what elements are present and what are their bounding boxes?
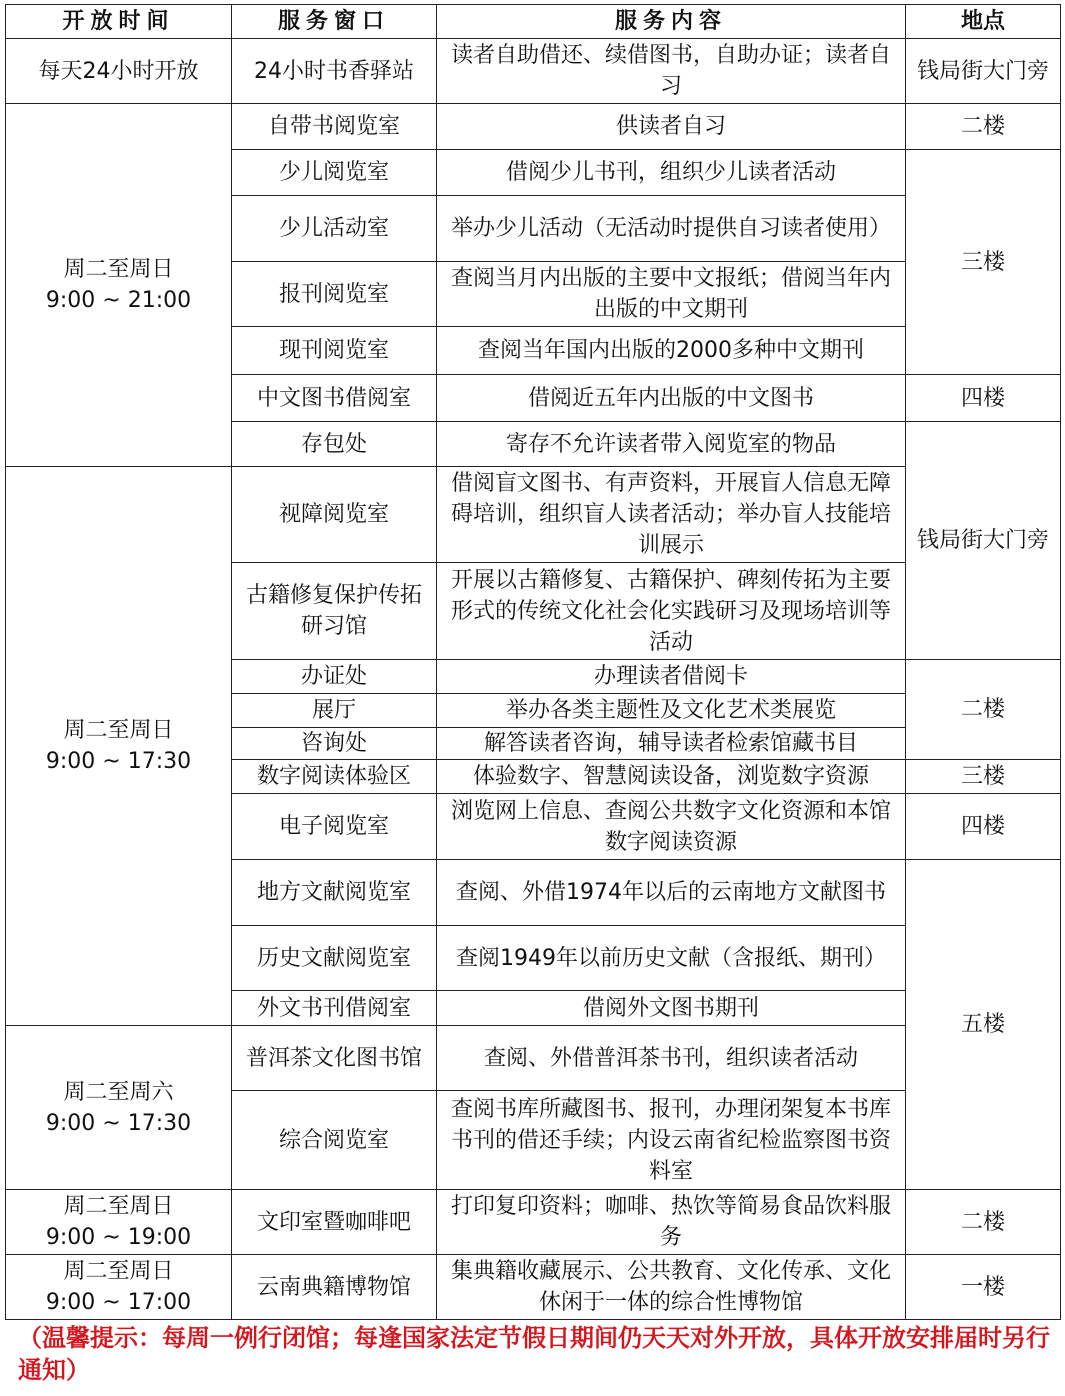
content-cell: 寄存不允许读者带入阅览室的物品 bbox=[437, 422, 906, 467]
table-row bbox=[6, 104, 1061, 150]
window-cell: 自带书阅览室 bbox=[232, 104, 437, 150]
window-cell: 展厅 bbox=[232, 694, 437, 728]
content-cell: 浏览网上信息、查阅公共数字文化资源和本馆数字阅读资源 bbox=[437, 794, 906, 860]
table-row bbox=[6, 1255, 1061, 1320]
window-cell: 办证处 bbox=[232, 660, 437, 694]
window-cell: 文印室暨咖啡吧 bbox=[232, 1190, 437, 1255]
header-window: 服务窗口 bbox=[232, 5, 437, 39]
content-cell: 体验数字、智慧阅读设备，浏览数字资源 bbox=[437, 760, 906, 794]
content-cell: 打印复印资料；咖啡、热饮等简易食品饮料服务 bbox=[437, 1190, 906, 1255]
location-cell: 四楼 bbox=[906, 375, 1061, 422]
table-row bbox=[6, 1026, 1061, 1091]
content-cell: 举办各类主题性及文化艺术类展览 bbox=[437, 694, 906, 728]
window-cell: 历史文献阅览室 bbox=[232, 926, 437, 991]
content-cell: 集典籍收藏展示、公共教育、文化传承、文化休闲于一体的综合性博物馆 bbox=[437, 1255, 906, 1320]
window-cell: 普洱茶文化图书馆 bbox=[232, 1026, 437, 1091]
content-cell: 办理读者借阅卡 bbox=[437, 660, 906, 694]
content-cell: 查阅1949年以前历史文献（含报纸、期刊） bbox=[437, 926, 906, 991]
window-cell: 电子阅览室 bbox=[232, 794, 437, 860]
content-cell: 供读者自习 bbox=[437, 104, 906, 150]
closing-notice: （温馨提示：每周一例行闭馆；每逢国家法定节假日期间仍天天对外开放，具体开放安排届时另行通知） bbox=[18, 1324, 1050, 1384]
window-cell: 综合阅览室 bbox=[232, 1091, 437, 1190]
window-cell: 少儿阅览室 bbox=[232, 150, 437, 196]
time-cell: 周二至周日 9:00 ~ 21:00 bbox=[6, 104, 232, 467]
location-cell: 钱局街大门旁 bbox=[906, 39, 1061, 104]
location-cell: 三楼 bbox=[906, 760, 1061, 794]
content-cell: 查阅当月内出版的主要中文报纸；借阅当年内出版的中文期刊 bbox=[437, 262, 906, 327]
header-content: 服务内容 bbox=[437, 5, 906, 39]
schedule-table bbox=[5, 4, 1061, 1320]
location-cell: 二楼 bbox=[906, 660, 1061, 760]
time-cell: 周二至周日 9:00 ~ 19:00 bbox=[6, 1190, 232, 1255]
content-cell: 借阅外文图书期刊 bbox=[437, 991, 906, 1026]
content-cell: 查阅当年国内出版的2000多种中文期刊 bbox=[437, 327, 906, 375]
content-cell: 借阅近五年内出版的中文图书 bbox=[437, 375, 906, 422]
header-row bbox=[6, 5, 1061, 39]
window-cell: 数字阅读体验区 bbox=[232, 760, 437, 794]
content-cell: 查阅、外借1974年以后的云南地方文献图书 bbox=[437, 860, 906, 926]
window-cell: 视障阅览室 bbox=[232, 467, 437, 563]
window-cell: 外文书刊借阅室 bbox=[232, 991, 437, 1026]
content-cell: 借阅少儿书刊，组织少儿读者活动 bbox=[437, 150, 906, 196]
content-cell: 查阅、外借普洱茶书刊，组织读者活动 bbox=[437, 1026, 906, 1091]
window-cell: 24小时书香驿站 bbox=[232, 39, 437, 104]
window-cell: 存包处 bbox=[232, 422, 437, 467]
header-time: 开放时间 bbox=[6, 5, 232, 39]
window-cell: 地方文献阅览室 bbox=[232, 860, 437, 926]
content-cell: 解答读者咨询，辅导读者检索馆藏书目 bbox=[437, 728, 906, 760]
window-cell: 少儿活动室 bbox=[232, 196, 437, 262]
window-cell: 咨询处 bbox=[232, 728, 437, 760]
location-cell: 二楼 bbox=[906, 1190, 1061, 1255]
window-cell: 云南典籍博物馆 bbox=[232, 1255, 437, 1320]
time-cell: 周二至周六 9:00 ~ 17:30 bbox=[6, 1026, 232, 1190]
location-cell: 三楼 bbox=[906, 150, 1061, 375]
content-cell: 读者自助借还、续借图书，自助办证；读者自习 bbox=[437, 39, 906, 104]
content-cell: 开展以古籍修复、古籍保护、碑刻传拓为主要形式的传统文化社会化实践研习及现场培训等活动 bbox=[437, 563, 906, 660]
table-row bbox=[6, 467, 1061, 563]
window-cell: 中文图书借阅室 bbox=[232, 375, 437, 422]
time-cell: 每天24小时开放 bbox=[6, 39, 232, 104]
content-cell: 借阅盲文图书、有声资料，开展盲人信息无障碍培训，组织盲人读者活动；举办盲人技能培训展示 bbox=[437, 467, 906, 563]
time-cell: 周二至周日 9:00 ~ 17:00 bbox=[6, 1255, 232, 1320]
content-cell: 举办少儿活动（无活动时提供自习读者使用） bbox=[437, 196, 906, 262]
window-cell: 报刊阅览室 bbox=[232, 262, 437, 327]
location-cell: 二楼 bbox=[906, 104, 1061, 150]
location-cell: 四楼 bbox=[906, 794, 1061, 860]
table-row bbox=[6, 1190, 1061, 1255]
content-cell: 查阅书库所藏图书、报刊，办理闭架复本书库书刊的借还手续；内设云南省纪检监察图书资料室 bbox=[437, 1091, 906, 1190]
window-cell: 古籍修复保护传拓研习馆 bbox=[232, 563, 437, 660]
table-row bbox=[6, 39, 1061, 104]
header-location: 地点 bbox=[906, 5, 1061, 39]
location-cell: 一楼 bbox=[906, 1255, 1061, 1320]
location-cell: 钱局街大门旁 bbox=[906, 422, 1061, 660]
time-cell: 周二至周日 9:00 ~ 17:30 bbox=[6, 467, 232, 1026]
location-cell: 五楼 bbox=[906, 860, 1061, 1190]
window-cell: 现刊阅览室 bbox=[232, 327, 437, 375]
